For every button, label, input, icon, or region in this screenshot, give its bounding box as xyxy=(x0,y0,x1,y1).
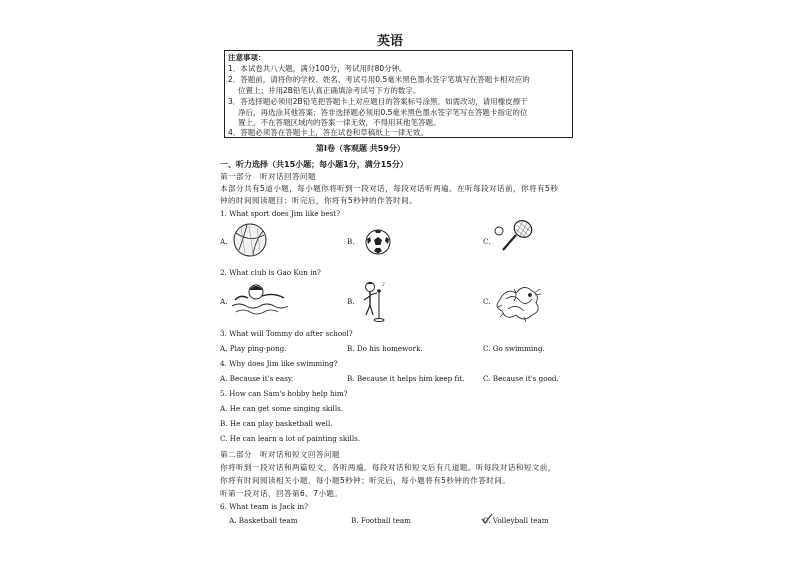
answer-check-mark-icon xyxy=(481,513,493,525)
q2-option-c-label: C. xyxy=(483,297,491,306)
q3-option-b: B. Do his homework. xyxy=(347,344,423,353)
q6-option-b: B. Football team xyxy=(351,516,411,525)
singer-microphone-icon xyxy=(360,281,388,323)
tennis-racket-icon xyxy=(492,217,536,253)
q4-option-c: C. Because it's good. xyxy=(483,374,559,383)
basketball-icon xyxy=(233,223,267,257)
q4-option-a: A. Because it's easy. xyxy=(220,374,294,383)
question-4-stem: 4. Why does Jim like swimming? xyxy=(220,359,338,368)
question-5-stem: 5. How can Sam's hobby help him? xyxy=(220,389,348,398)
question-3-stem: 3. What will Tommy do after school? xyxy=(220,329,353,338)
notice-line: 2．答题前，请将你的学校、姓名、考试号用0.5毫米黑色墨水签字笔填写在答题卡相对应的 xyxy=(228,75,530,84)
question-6-stem: 6. What team is Jack in? xyxy=(220,502,309,511)
section1-sub-heading: 第一部分 听对话回答问题 xyxy=(220,172,316,181)
section1-intro: 钟的时间阅读题目；听完后，你将有5秒钟的作答时间。 xyxy=(220,196,418,205)
part1-heading: 第Ⅰ卷（客观题 共59分） xyxy=(316,144,405,153)
q1-option-b-label: B. xyxy=(347,237,355,246)
q3-option-a: A. Play ping-pong. xyxy=(220,344,287,353)
football-icon xyxy=(365,229,391,255)
notice-line: 位置上；并用2B铅笔认真正确填涂考试号下方的数字。 xyxy=(238,86,421,95)
section1-heading: 一、听力选择（共15小题；每小题1分，满分15分） xyxy=(220,160,408,169)
question-2-stem: 2. What club is Gao Kun in? xyxy=(220,268,321,277)
dragon-painting-icon xyxy=(494,281,544,323)
notice-line: 置上，不在答题区域内的答案一律无效，不得用其他笔答题。 xyxy=(238,118,441,127)
notice-line: 1．本试卷共八大题，满分100分，考试用时80分钟。 xyxy=(228,64,407,73)
q4-option-b: B. Because it helps him keep fit. xyxy=(347,374,465,383)
q2-option-a-label: A. xyxy=(220,297,228,306)
notice-line: 净后，再选涂其他答案；答非选择题必须用0.5毫米黑色墨水签字笔写在答题卡指定的位 xyxy=(238,108,528,117)
section2-intro: 你将有时间阅读相关小题，每小题5秒钟；听完后，每小题将有5秒钟的作答时间。 xyxy=(220,476,511,485)
q2-option-b-label: B. xyxy=(347,297,355,306)
svg-text:♪: ♪ xyxy=(382,282,386,288)
notice-line: 4．答题必须答在答题卡上，答在试卷和草稿纸上一律无效。 xyxy=(228,128,428,137)
q5-option-a: A. He can get some singing skills. xyxy=(220,404,344,413)
swimmer-icon xyxy=(232,282,288,316)
notice-line: 3．答选择题必须用2B铅笔把答题卡上对应题目的答案标号涂黑，如需改动，请用橡皮擦干 xyxy=(228,97,528,106)
section2-intro: 你将听到一段对话和两篇短文，各听两遍。每段对话和短文后有几道题。听每段对话和短文前， xyxy=(220,463,556,472)
q5-option-c: C. He can learn a lot of painting skills. xyxy=(220,434,361,443)
q6-option-a: A. Basketball team xyxy=(229,516,298,525)
section1-intro: 本部分共有5道小题，每小题你将听到一段对话，每段对话听两遍。在听每段对话前，你将有5秒 xyxy=(220,184,559,193)
q1-option-c-label: C. xyxy=(483,237,491,246)
q1-option-a-label: A. xyxy=(220,237,228,246)
q3-option-c: C. Go swimming. xyxy=(483,344,545,353)
q6-option-c: C. Volleyball team xyxy=(483,516,549,525)
page-title: 英语 xyxy=(377,34,404,49)
section2-instruction: 听第一段对话，回答第6、7小题。 xyxy=(220,489,343,498)
q5-option-b: B. He can play basketball well. xyxy=(220,419,333,428)
notice-heading: 注意事项： xyxy=(228,53,266,62)
notice-box xyxy=(224,50,573,138)
question-1-stem: 1. What sport does Jim like best? xyxy=(220,209,341,218)
section2-sub-heading: 第二部分 听对话和短文回答问题 xyxy=(220,450,340,459)
